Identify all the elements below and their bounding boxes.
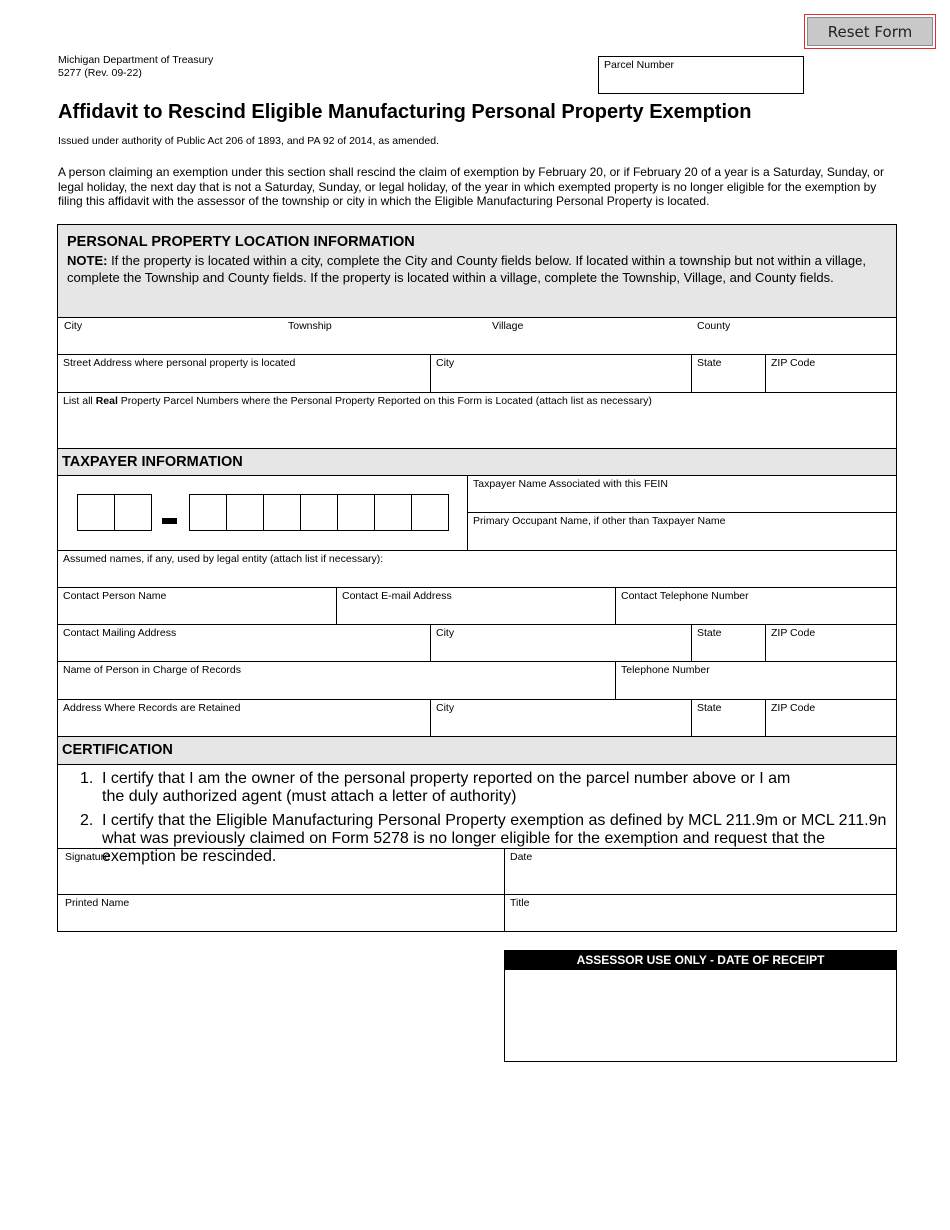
authority-text: Issued under authority of Public Act 206 of 1893, and PA 92 of 2014, as amended.	[58, 135, 439, 147]
location-zip-field[interactable]	[766, 355, 896, 393]
mailing-city-label: City	[436, 627, 455, 639]
location-note	[67, 253, 877, 286]
contact-phone-field[interactable]	[616, 588, 896, 625]
assessor-use-box[interactable]	[504, 950, 897, 1062]
printed-name-label: Printed Name	[65, 897, 130, 909]
records-city-label: City	[436, 702, 455, 714]
location-state-label: State	[697, 357, 722, 369]
assumed-names-field[interactable]	[58, 551, 896, 588]
fein-digit-4[interactable]	[226, 494, 264, 531]
date-label: Date	[510, 851, 533, 863]
mailing-state-label: State	[697, 627, 722, 639]
location-state-field[interactable]	[692, 355, 766, 393]
contact-email-field[interactable]	[337, 588, 616, 625]
certification-heading: CERTIFICATION	[62, 742, 173, 758]
records-person-label: Name of Person in Charge of Records	[63, 664, 242, 676]
fein-area	[58, 476, 468, 551]
municipality-row[interactable]	[58, 318, 896, 355]
taxpayer-name-label: Taxpayer Name Associated with this FEIN	[473, 478, 668, 490]
agency-block	[58, 54, 213, 80]
fein-digit-6[interactable]	[300, 494, 338, 531]
location-heading: PERSONAL PROPERTY LOCATION INFORMATION	[67, 234, 415, 250]
street-address-field[interactable]	[58, 355, 431, 393]
signature-label: Signature	[65, 851, 110, 863]
county-label: County	[697, 320, 731, 332]
printed-name-field[interactable]	[58, 895, 505, 931]
form-number: 5277 (Rev. 09-22)	[58, 67, 142, 79]
fein-digit-8[interactable]	[374, 494, 412, 531]
fein-digit-2[interactable]	[114, 494, 152, 531]
primary-occupant-field[interactable]	[468, 513, 896, 551]
fein-digit-3[interactable]	[189, 494, 227, 531]
contact-phone-label: Contact Telephone Number	[621, 590, 749, 602]
records-person-field[interactable]	[58, 662, 616, 700]
certification-section-header	[58, 737, 896, 765]
records-state-label: State	[697, 702, 722, 714]
location-city-label: City	[436, 357, 455, 369]
real-parcel-numbers-label: List all Real Property Parcel Numbers where the Personal Property Reported on this Form is Located (attach list as necessary)	[63, 395, 652, 407]
parcel-number-label: Parcel Number	[604, 59, 675, 71]
primary-occupant-label: Primary Occupant Name, if other than Taxpayer Name	[473, 515, 726, 527]
contact-email-label: Contact E-mail Address	[342, 590, 452, 602]
mailing-state-field[interactable]	[692, 625, 766, 662]
note-label: NOTE:	[67, 253, 108, 268]
records-phone-label: Telephone Number	[621, 664, 710, 676]
records-address-field[interactable]	[58, 700, 431, 737]
form-title: Affidavit to Rescind Eligible Manufacturing Personal Property Exemption	[58, 101, 752, 123]
records-city-field[interactable]	[431, 700, 692, 737]
mailing-city-field[interactable]	[431, 625, 692, 662]
note-text: If the property is located within a city, complete the City and County fields below. If located within a township but not within a village, complete the Township and County fields. If the property is located within a village, complete the Township, Village, and County fields.	[67, 253, 866, 285]
assessor-heading: ASSESSOR USE ONLY - DATE OF RECEIPT	[505, 951, 896, 970]
real-parcel-numbers-field[interactable]	[58, 393, 896, 449]
fein-digit-9[interactable]	[411, 494, 449, 531]
signature-field[interactable]	[58, 849, 505, 895]
city-label: City	[64, 320, 83, 332]
assumed-names-label: Assumed names, if any, used by legal entity (attach list if necessary):	[63, 553, 384, 565]
fein-digit-7[interactable]	[337, 494, 375, 531]
street-address-label: Street Address where personal property is located	[63, 357, 296, 369]
fein-digit-1[interactable]	[77, 494, 115, 531]
location-zip-label: ZIP Code	[771, 357, 816, 369]
reset-form-button[interactable]: Reset Form	[807, 17, 933, 46]
parcel-number-field[interactable]	[598, 56, 804, 94]
taxpayer-heading: TAXPAYER INFORMATION	[62, 454, 243, 470]
mailing-address-label: Contact Mailing Address	[63, 627, 177, 639]
records-address-label: Address Where Records are Retained	[63, 702, 241, 714]
form-box	[57, 224, 897, 932]
mailing-zip-field[interactable]	[766, 625, 896, 662]
date-field[interactable]	[505, 849, 896, 895]
records-zip-field[interactable]	[766, 700, 896, 737]
township-label: Township	[288, 320, 332, 332]
certification-statements: 1. I certify that I am the owner of the personal property reported on the parcel number above or I am the duly authorized agent (must attach a letter of authority) 2. I certify that the Eligible Manufacturing Personal Property exemption as defined by MCL 211.9m or MCL 211.9n what was previously claimed on Form 5278 is no longer eligible for the exemption and request that the exemption be rescinded.	[58, 765, 896, 849]
records-zip-label: ZIP Code	[771, 702, 816, 714]
location-section-header	[58, 225, 896, 318]
records-state-field[interactable]	[692, 700, 766, 737]
location-city-field[interactable]	[431, 355, 692, 393]
village-label: Village	[492, 320, 524, 332]
agency-name: Michigan Department of Treasury	[58, 54, 214, 66]
taxpayer-section-header	[58, 449, 896, 476]
title-field[interactable]	[505, 895, 896, 931]
intro-paragraph: A person claiming an exemption under this section shall rescind the claim of exemption by February 20, or if February 20 of a year is a Saturday, Sunday, or legal holiday, the next day that is not a Saturday, Sunday, or legal holiday, of the year in which exempted property is no longer eligible for the exemption by filing this affidavit with the assessor of the township or city in which the Eligible Manufacturing Personal Property is located.	[58, 165, 884, 208]
fein-digit-5[interactable]	[263, 494, 301, 531]
mailing-address-field[interactable]	[58, 625, 431, 662]
fein-dash	[162, 518, 177, 524]
records-phone-field[interactable]	[616, 662, 896, 700]
mailing-zip-label: ZIP Code	[771, 627, 816, 639]
reset-form-button-frame	[804, 14, 936, 49]
contact-person-label: Contact Person Name	[63, 590, 167, 602]
taxpayer-name-field[interactable]	[468, 476, 896, 513]
title-label: Title	[510, 897, 530, 909]
contact-person-field[interactable]	[58, 588, 337, 625]
